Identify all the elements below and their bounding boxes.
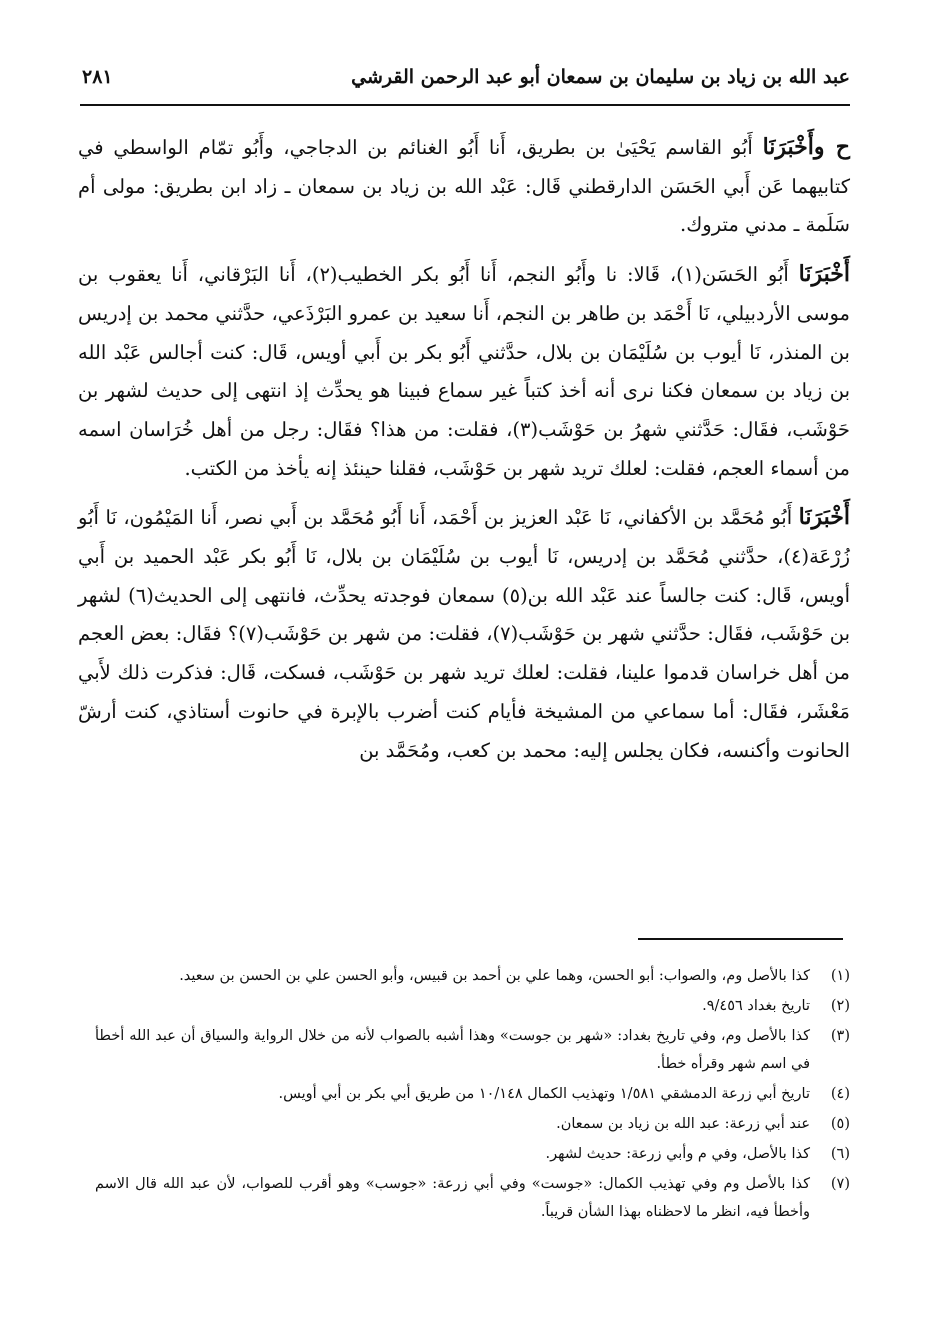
footnote-number: (٥) (830, 1116, 850, 1132)
paragraph-text: أَبُو القاسم يَحْيَىٰ بن بطريق، أَنا أَبُو الغنائم بن الدجاجي، وأَبُو تمّام الواسطي في كتابيهما عَن أَبي الحَسَن الدارقطني قَال: عَبْد الله بن زياد بن سمعان ـ زاد ابن بطريق: مولى أم سَلَمة ـ مدني متروك. (78, 136, 850, 237)
footnote-number: (٣) (830, 1028, 850, 1044)
running-header (80, 60, 850, 106)
footnote-divider (638, 938, 843, 940)
footnote-text: تاريخ أبي زرعة الدمشقي ١/٥٨١ وتهذيب الكمال ١٠/١٤٨ من طريق أبي بكر بن أبي أويس. (278, 1086, 810, 1102)
footnote-number: (٧) (830, 1176, 850, 1192)
footnote (95, 1080, 850, 1108)
footnote-number: (١) (830, 968, 850, 984)
footnote-text: كذا بالأصل وم، وفي تاريخ بغداد: «شهر بن جوست» وهذا أشبه بالصواب لأنه من خلال الرواية والسياق أن عبد الله أخطأ في اسم شهر وقرأه خطأ. (95, 1028, 810, 1072)
paragraph-lead: أَخْبَرَنَا (798, 504, 850, 531)
footnote-text: تاريخ بغداد ٩/٤٥٦. (702, 998, 810, 1014)
footnote-number: (٤) (830, 1086, 850, 1102)
footnote (95, 1022, 850, 1078)
paragraph-lead: ح وأَخْبَرَنَا (762, 134, 850, 160)
footnote (95, 1110, 850, 1138)
paragraph (78, 255, 850, 488)
paragraph-lead: أَخْبَرَنَا (798, 261, 850, 288)
footnote-text: عند أبي زرعة: عبد الله بن زياد بن سمعان. (556, 1116, 810, 1132)
footnote-text: كذا بالأصل، وفي م وأبي زرعة: حديث لشهر. (545, 1146, 810, 1162)
main-text (78, 128, 850, 780)
paragraph-text: أَبُو مُحَمَّد بن الأكفاني، نَا عَبْد العزيز بن أَحْمَد، أَنا أَبُو مُحَمَّد بن أَبي نصر، أَنا المَيْمُون، نَا أَبُو زُرْعَة(٤)، حدَّثني مُحَمَّد بن إدريس، نَا أيوب بن سُلَيْمَان بن بلال، نَا أَبُو بكر عَبْد الحميد بن أَبي أويس، قَال: كنت جالساً عند عَبْد الله بن(٥) سمعان فوجدته يحدِّث، فانتهى إلى الحديث(٦) لشهر بن حَوْشَب، فقَال: حدَّثني شهر بن حَوْشَب(٧)، فقلت: من شهر بن حَوْشَب(٧)؟ فقَال: بعض العجم من أهل خراسان قدموا علينا، فقلت: لعلك تريد شهر بن حَوْشَب، فسكت، قَال: فذكرت ذلك لأَبي مَعْشَر، فقَال: أما سماعي من المشيخة فأيام كنت أضرب بالإبرة في حانوت أستاذي، كنت أرشّ الحانوت وأكنسه، فكان يجلس إليه: محمد بن كعب، ومُحَمَّد بن (78, 506, 850, 762)
footnote (95, 992, 850, 1020)
page-number: ٢٨١ (82, 66, 113, 88)
footnote-number: (٦) (830, 1146, 850, 1162)
header-title: عبد الله بن زياد بن سليمان بن سمعان أبو عبد الرحمن القرشي (351, 66, 850, 88)
paragraph (78, 498, 850, 770)
footnote-text: كذا بالأصل وم، والصواب: أبو الحسن، وهما علي بن أحمد بن قبيس، وأبو الحسن علي بن الحسن بن سعيد. (179, 968, 810, 984)
paragraph (78, 128, 850, 245)
paragraph-text: أَبُو الحَسَن(١)، قَالا: نا وأَبُو النجم، أَنا أَبُو بكر الخطيب(٢)، أَنا البَرْقاني، أَنا يعقوب بن موسى الأردبيلي، نَا أَحْمَد بن طاهر بن النجم، أَنا سعيد بن عمرو البَرْذَعي، حدَّثني محمد بن إدريس بن المنذر، نَا أيوب بن سُلَيْمَان بن بلال، حدَّثني أَبُو بكر بن أَبي أويس، قَال: كنت أجالس عَبْد الله بن زياد بن سمعان فكنا نرى أنه أخذ كتباً غير سماع فبينا هو يحدِّث إذ انتهى إلى حديث لشهر بن حَوْشَب، فقَال: حَدَّثني شهرُ بن حَوْشَب(٣)، فقلت: من هذا؟ فقَال: رجل من أهل خُرَاسان اسمه من أسماء العجم، فقلت: لعلك تريد شهر بن حَوْشَب، فقلنا حينئذ إنه يأخذ من الكتب. (78, 263, 850, 480)
footnote (95, 1170, 850, 1226)
footnote (95, 962, 850, 990)
footnote-number: (٢) (830, 998, 850, 1014)
footnote-text: كذا بالأصل وم وفي تهذيب الكمال: «جوست» وفي أبي زرعة: «جوسب» وهو أقرب للصواب، لأن عبد الله قال الاسم وأخطأ فيه، انظر ما لاحظناه بهذا الشأن قريباً. (95, 1176, 810, 1220)
footnotes (95, 962, 850, 1228)
footnote (95, 1140, 850, 1168)
